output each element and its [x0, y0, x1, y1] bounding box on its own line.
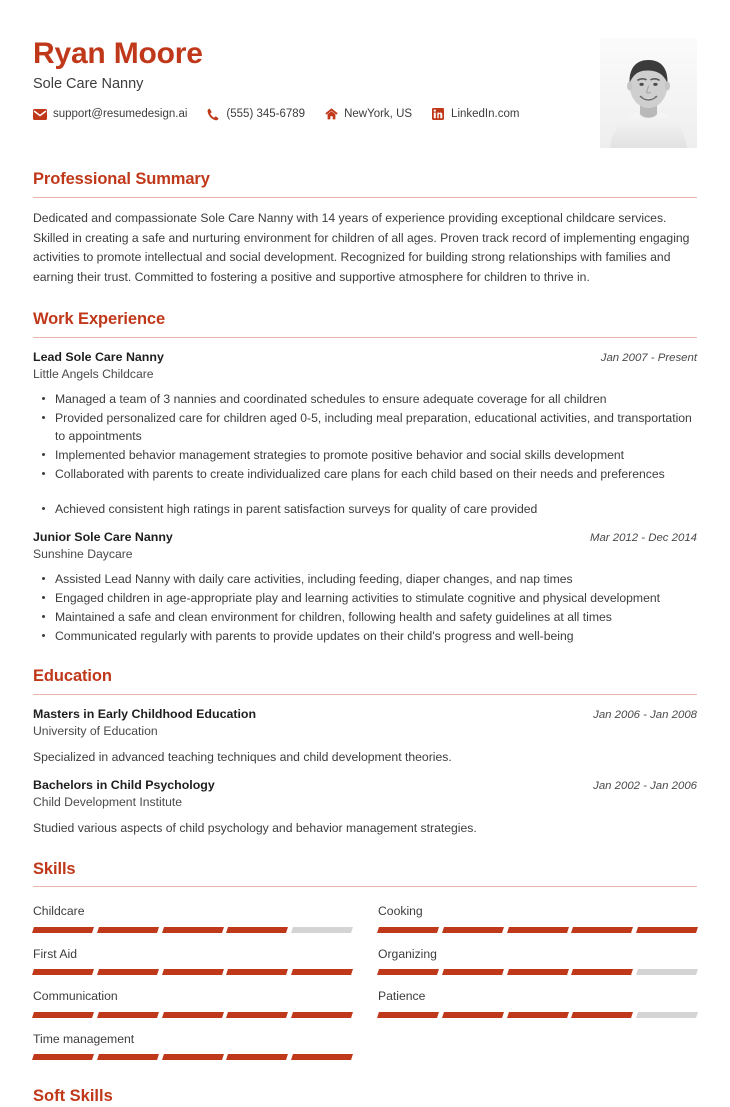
work-entry-role: Junior Sole Care Nanny — [33, 529, 173, 544]
contact-linkedin-text: LinkedIn.com — [451, 108, 520, 121]
contact-item-phone[interactable] — [206, 108, 305, 121]
skill-name: Childcare — [33, 904, 85, 919]
work-bullet: Achieved consistent high ratings in parent satisfaction surveys for quality of care provided — [33, 500, 697, 518]
education-entry-school: University of Education — [33, 723, 158, 738]
work-entry-header — [33, 530, 697, 544]
skill-segment-filled — [162, 1054, 224, 1060]
skill-segment-filled — [162, 1012, 224, 1018]
skill-level-bar — [33, 1012, 352, 1018]
contact-email-text: support@resumedesign.ai — [53, 108, 188, 121]
contact-location-text: NewYork, US — [344, 108, 413, 121]
skill-segment-filled — [571, 927, 633, 933]
work-bullet: Maintained a safe and clean environment for children, following health and safety guidelines at all times — [33, 608, 697, 626]
work-entry-bullets — [33, 570, 697, 645]
education-entry-date: Jan 2002 - Jan 2006 — [593, 780, 697, 793]
skill-segment-filled — [377, 1012, 439, 1018]
skill-segment-filled — [636, 927, 698, 933]
skill-segment-filled — [32, 1054, 94, 1060]
skill-segment-filled — [226, 969, 288, 975]
work-entry-organization: Little Angels Childcare — [33, 366, 154, 381]
skill-segment-filled — [571, 969, 633, 975]
skill-segment-filled — [226, 927, 288, 933]
skill-segment-filled — [97, 927, 159, 933]
education-entry-school: Child Development Institute — [33, 795, 183, 810]
work-entry-bullets — [33, 390, 697, 518]
skill-level-bar — [378, 1012, 697, 1018]
work-bullet: Engaged children in age-appropriate play and learning activities to stimulate cognitive and physical development — [33, 589, 697, 607]
candidate-job-title: Sole Care Nanny — [33, 76, 144, 93]
work-entry-list — [33, 350, 697, 645]
section-title-work: Work Experience — [33, 309, 166, 328]
section-divider — [33, 694, 697, 695]
resume-header — [33, 0, 697, 148]
avatar — [600, 38, 697, 148]
skill-item — [378, 982, 697, 1024]
work-bullet: Assisted Lead Nanny with daily care activities, including feeding, diaper changes, and nap times — [33, 570, 697, 588]
skill-segment-empty — [291, 927, 353, 933]
section-professional-summary — [33, 170, 697, 288]
work-entry-organization: Sunshine Daycare — [33, 546, 133, 561]
skill-item — [33, 982, 352, 1024]
education-entry-description: Studied various aspects of child psychology and behavior management strategies. — [33, 821, 477, 836]
skill-name: Organizing — [378, 946, 437, 961]
education-entry-description: Specialized in advanced teaching techniques and child development theories. — [33, 749, 452, 764]
work-entry — [33, 350, 697, 518]
section-title-summary: Professional Summary — [33, 170, 210, 188]
work-bullet: Implemented behavior management strategies to promote positive behavior and social skills development — [33, 446, 697, 464]
education-entry-date: Jan 2006 - Jan 2008 — [593, 708, 697, 721]
skill-segment-empty — [636, 1012, 698, 1018]
education-entry-degree: Bachelors in Child Psychology — [33, 778, 215, 793]
skill-name: Cooking — [378, 904, 423, 919]
skill-item — [33, 940, 352, 982]
skill-segment-filled — [162, 927, 224, 933]
home-icon — [324, 108, 338, 121]
skill-segment-filled — [97, 1054, 159, 1060]
skill-item — [378, 940, 697, 982]
skill-level-bar — [378, 969, 697, 975]
work-bullet: Collaborated with parents to create individualized care plans for each child based on their needs and preferences — [33, 465, 697, 483]
work-bullet: Managed a team of 3 nannies and coordinated schedules to ensure adequate coverage for all children — [33, 390, 697, 408]
education-entry — [33, 778, 697, 837]
skill-segment-filled — [226, 1054, 288, 1060]
skill-segment-empty — [636, 969, 698, 975]
education-entry — [33, 707, 697, 766]
work-entry — [33, 530, 697, 645]
skill-segment-filled — [291, 1054, 353, 1060]
education-entry-list — [33, 707, 697, 838]
skill-segment-filled — [97, 969, 159, 975]
skill-segment-filled — [507, 969, 569, 975]
education-entry-header — [33, 707, 697, 721]
section-title-soft-skills: Soft Skills — [33, 1087, 113, 1106]
skill-segment-filled — [32, 927, 94, 933]
section-title-skills: Skills — [33, 859, 76, 878]
skill-segment-filled — [32, 969, 94, 975]
contact-phone-text: (555) 345-6789 — [226, 108, 306, 121]
contact-item-linkedin[interactable] — [431, 108, 519, 121]
skill-segment-filled — [442, 969, 504, 975]
skill-segment-filled — [507, 1012, 569, 1018]
skill-segment-filled — [377, 927, 439, 933]
work-bullet: Communicated regularly with parents to provide updates on their child's progress and well-being — [33, 627, 697, 645]
skill-item — [33, 897, 352, 939]
linkedin-icon — [431, 108, 445, 121]
skill-level-bar — [378, 927, 697, 933]
skill-item — [378, 897, 697, 939]
contact-item-location[interactable] — [324, 108, 412, 121]
work-entry-date: Mar 2012 - Dec 2014 — [589, 531, 697, 544]
section-work-experience — [33, 310, 697, 645]
skill-level-bar — [33, 969, 352, 975]
work-entry-date: Jan 2007 - Present — [600, 351, 697, 364]
skills-grid — [33, 897, 697, 1067]
work-entry-header — [33, 350, 697, 364]
skill-segment-filled — [291, 969, 353, 975]
skill-segment-filled — [571, 1012, 633, 1018]
phone-icon — [206, 108, 220, 121]
skill-segment-filled — [226, 1012, 288, 1018]
section-soft-skills — [33, 1087, 697, 1107]
skill-level-bar — [33, 927, 352, 933]
section-divider — [33, 886, 697, 887]
skill-segment-filled — [162, 969, 224, 975]
section-divider — [33, 337, 697, 338]
education-entry-header — [33, 778, 697, 792]
section-education — [33, 667, 697, 837]
section-skills — [33, 860, 697, 1068]
skill-level-bar — [33, 1054, 352, 1060]
skill-segment-filled — [442, 927, 504, 933]
section-divider — [33, 197, 697, 198]
education-entry-degree: Masters in Early Childhood Education — [33, 706, 257, 721]
skill-name: Patience — [378, 989, 426, 1004]
work-bullet: Provided personalized care for children aged 0-5, including meal preparation, educational activities, and transportation to appointments — [33, 409, 697, 445]
skill-segment-filled — [507, 927, 569, 933]
profile-photo-wrap — [600, 38, 697, 148]
candidate-name: Ryan Moore — [33, 37, 203, 70]
skill-item — [33, 1025, 352, 1067]
skill-segment-filled — [377, 969, 439, 975]
skill-name: Time management — [33, 1031, 135, 1046]
summary-text: Dedicated and compassionate Sole Care Nanny with 14 years of experience providing exceptional childcare services. Skilled in creating a safe and nurturing environment for children of all ages. Proven track record of implementing engaging activities to promote intellectual and social development. Recognized for building strong relationships with families and earning their trust. Committed to fostering a positive and supportive atmosphere for children to thrive in. — [33, 210, 690, 285]
skill-segment-filled — [442, 1012, 504, 1018]
skill-name: Communication — [33, 989, 118, 1004]
skill-segment-filled — [32, 1012, 94, 1018]
section-title-education: Education — [33, 667, 112, 686]
skill-segment-filled — [291, 1012, 353, 1018]
contact-item-email[interactable] — [33, 108, 187, 121]
contact-row — [33, 108, 600, 121]
work-entry-role: Lead Sole Care Nanny — [33, 349, 164, 364]
skill-name: First Aid — [33, 946, 78, 961]
skill-segment-filled — [97, 1012, 159, 1018]
header-text-block — [33, 36, 600, 121]
email-icon — [33, 108, 47, 121]
